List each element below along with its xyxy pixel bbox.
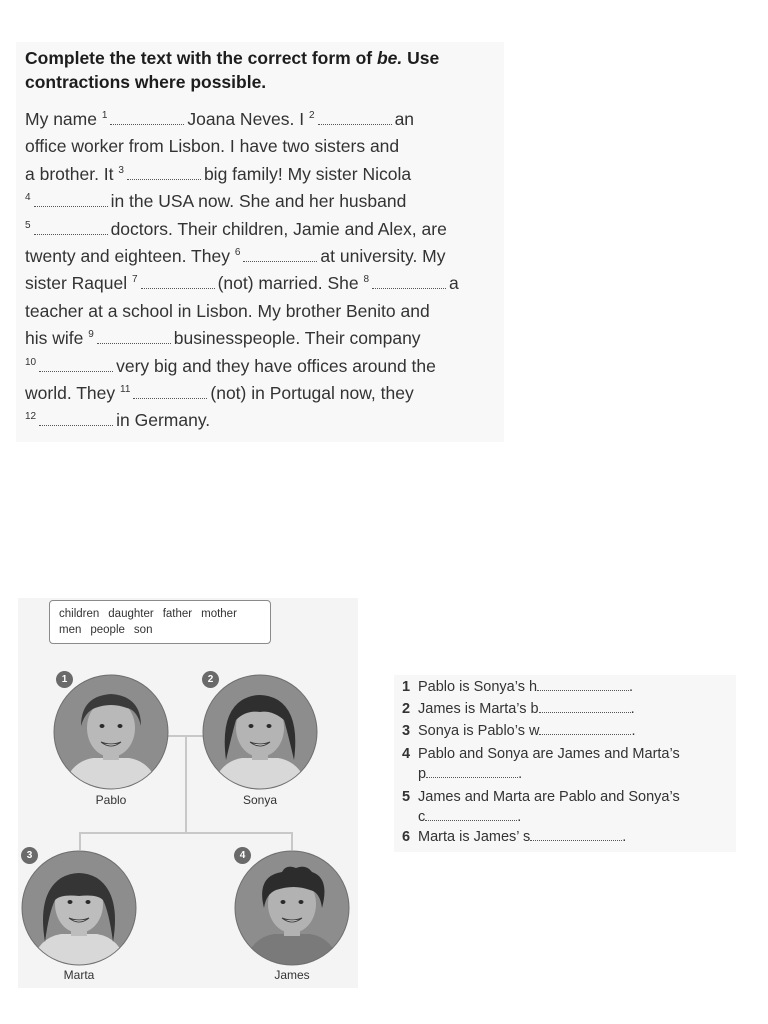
gap-number: 5 <box>25 219 31 231</box>
exercise-2-family-tree <box>18 598 358 988</box>
question-item <box>402 699 635 719</box>
question-item <box>402 827 626 847</box>
question-text: Sonya is Pablo’s w <box>418 723 540 739</box>
person-portrait <box>202 674 318 790</box>
gap-number: 10 <box>25 356 37 368</box>
answer-blank[interactable] <box>372 274 446 289</box>
word-box-word: people <box>90 624 125 636</box>
passage-text: twenty and eighteen. They <box>25 245 235 266</box>
question-number: 3 <box>402 723 411 739</box>
answer-blank[interactable] <box>530 827 622 841</box>
answer-blank[interactable] <box>39 357 113 372</box>
passage-text: in the USA now. She and her husband <box>110 191 407 212</box>
question-end: . <box>518 766 523 782</box>
passage-text: businesspeople. Their company <box>173 328 421 349</box>
word-box-word: daughter <box>108 608 154 620</box>
question-end: . <box>630 701 635 717</box>
passage-line <box>25 380 503 407</box>
instruction-emphasis: be. <box>376 48 403 68</box>
passage-text: in Germany. <box>116 410 211 431</box>
passage-line <box>25 353 503 380</box>
question-number: 4 <box>402 746 411 762</box>
question-number: 5 <box>402 789 411 805</box>
answer-blank[interactable] <box>141 274 215 289</box>
word-box-row <box>59 622 262 638</box>
question-item <box>402 677 633 697</box>
gap-number: 9 <box>88 329 94 341</box>
question-item <box>402 721 635 741</box>
question-number: 1 <box>402 679 411 695</box>
gap-number: 8 <box>363 274 370 286</box>
question-continuation: p <box>418 766 427 782</box>
gap-number: 1 <box>101 110 108 121</box>
person-portrait <box>53 674 169 790</box>
gap-number: 11 <box>120 383 131 395</box>
answer-blank[interactable] <box>539 721 631 735</box>
gap-number: 2 <box>309 110 315 121</box>
passage-text: big family! My sister Nicola <box>203 163 412 184</box>
answer-blank[interactable] <box>243 247 317 262</box>
gap-number: 6 <box>234 246 241 258</box>
exercise-2-questions <box>394 675 736 852</box>
gap-number: 12 <box>25 411 37 423</box>
question-text: Pablo is Sonya’s h <box>418 679 538 695</box>
question-item <box>402 787 680 827</box>
passage-line <box>25 161 503 188</box>
passage-text: sister Raquel <box>25 273 132 294</box>
passage-text: world. They <box>25 382 120 403</box>
answer-blank[interactable] <box>426 764 518 778</box>
tree-connector <box>79 832 292 834</box>
answer-blank[interactable] <box>97 329 171 344</box>
person-name: James <box>274 968 310 982</box>
instruction-text: Complete the text with the correct form of <box>25 48 377 68</box>
passage-line <box>25 243 503 270</box>
passage-text: Joana Neves. I <box>187 109 309 129</box>
tree-connector <box>79 832 81 850</box>
person-number-badge: 2 <box>202 671 219 688</box>
answer-blank[interactable] <box>425 807 517 821</box>
question-end: . <box>517 809 522 825</box>
answer-blank[interactable] <box>537 677 629 691</box>
passage-text: very big and they have offices around the <box>116 355 436 376</box>
gap-number: 3 <box>118 164 124 176</box>
person-name: Sonya <box>242 793 278 807</box>
passage-line <box>25 188 503 215</box>
answer-blank[interactable] <box>34 192 108 207</box>
question-number: 6 <box>402 829 411 845</box>
question-text: James and Marta are Pablo and Sonya’s <box>418 789 680 805</box>
exercise-1 <box>16 42 504 442</box>
question-item <box>402 744 680 784</box>
question-end: . <box>631 723 636 739</box>
passage-text: a <box>449 273 459 294</box>
person-number-badge: 3 <box>21 847 38 864</box>
word-box-word: mother <box>201 608 237 620</box>
passage-text: (not) in Portugal now, they <box>210 382 414 403</box>
gap-number: 7 <box>132 274 138 286</box>
passage-text: doctors. Their children, Jamie and Alex, are <box>110 218 447 239</box>
question-text: Marta is James’ s <box>418 829 531 845</box>
passage-text: a brother. It <box>25 163 119 184</box>
portrait-illustration <box>53 674 169 790</box>
portrait-illustration <box>21 850 137 966</box>
answer-blank[interactable] <box>318 110 392 125</box>
word-box <box>49 600 271 644</box>
answer-blank[interactable] <box>539 699 631 713</box>
tree-connector <box>185 735 187 832</box>
answer-blank[interactable] <box>110 110 184 125</box>
person-portrait <box>21 850 137 966</box>
word-box-word: father <box>162 608 193 620</box>
answer-blank[interactable] <box>34 220 108 235</box>
portrait-illustration <box>234 850 350 966</box>
tree-connector <box>291 832 293 850</box>
person-name: Pablo <box>95 793 127 807</box>
passage-text: at university. My <box>320 245 446 266</box>
word-box-word: son <box>133 624 153 636</box>
passage-text: (not) married. She <box>217 273 364 294</box>
instruction-text-end: Use contractions where possible. <box>25 48 440 92</box>
answer-blank[interactable] <box>133 384 207 399</box>
question-end: . <box>622 829 627 845</box>
person-portrait <box>234 850 350 966</box>
passage-text: an <box>394 109 415 129</box>
answer-blank[interactable] <box>127 165 201 180</box>
question-text: Pablo and Sonya are James and Marta’s <box>418 746 680 762</box>
passage-text: his wife <box>25 328 89 349</box>
passage-line <box>25 106 503 133</box>
passage-text: My name <box>25 109 102 129</box>
passage-line <box>25 407 503 434</box>
answer-blank[interactable] <box>39 411 113 426</box>
person-name: Marta <box>63 968 95 982</box>
passage-line <box>25 325 503 352</box>
gap-fill-passage <box>25 106 503 435</box>
person-number-badge: 1 <box>56 671 73 688</box>
passage-line <box>25 298 503 325</box>
passage-line <box>25 133 503 160</box>
portrait-illustration <box>202 674 318 790</box>
exercise-1-instruction <box>25 46 495 94</box>
passage-text: teacher at a school in Lisbon. My brother Benito and <box>25 300 430 321</box>
word-box-word: children <box>59 608 100 620</box>
question-number: 2 <box>402 701 411 717</box>
question-text: James is Marta’s b <box>418 701 539 717</box>
question-continuation: c <box>418 809 426 825</box>
person-number-badge: 4 <box>234 847 251 864</box>
word-box-word: men <box>59 624 82 636</box>
passage-line <box>25 270 503 297</box>
question-end: . <box>629 679 634 695</box>
gap-number: 4 <box>25 192 31 204</box>
passage-text: office worker from Lisbon. I have two sisters and <box>25 136 400 157</box>
passage-line <box>25 216 503 243</box>
word-box-row <box>59 606 262 622</box>
